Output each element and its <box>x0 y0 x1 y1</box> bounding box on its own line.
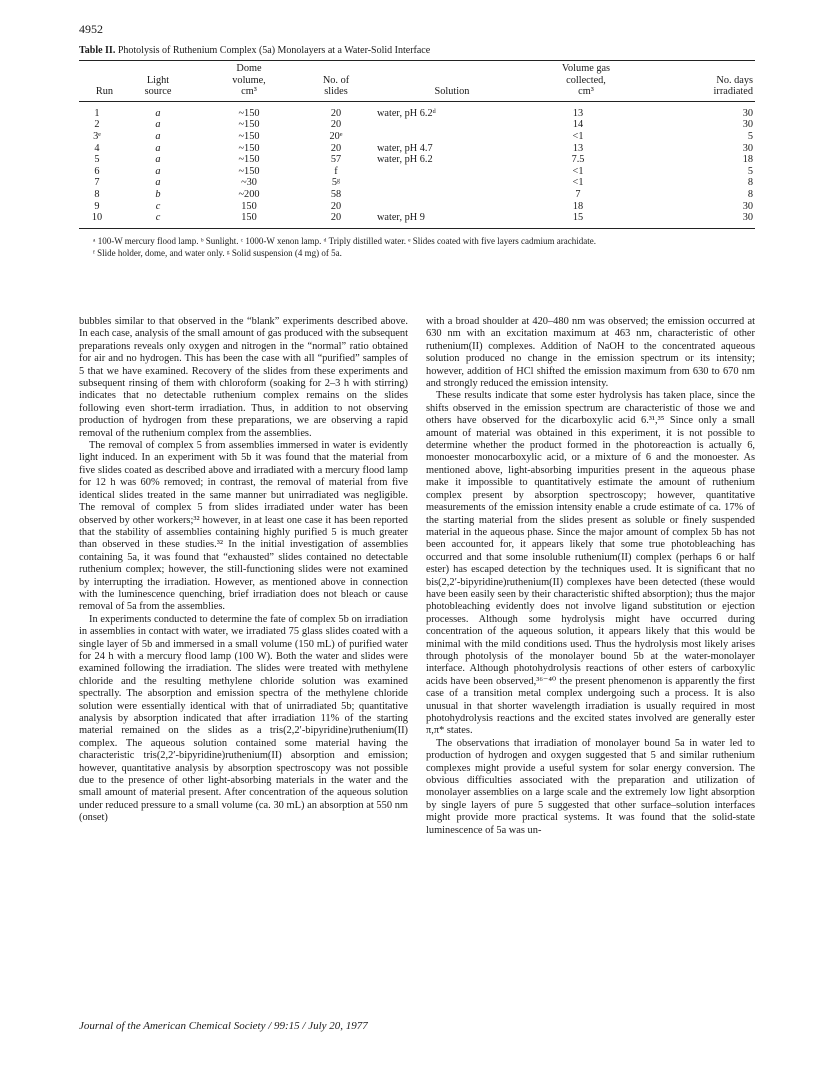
cell-light: c <box>155 200 161 212</box>
cell-run: 10 <box>79 212 115 228</box>
cell-dome: ~150 <box>238 165 260 177</box>
cell-days: 5 <box>747 165 753 177</box>
col-header-solution: Solution <box>375 63 529 101</box>
cell-dome: ~150 <box>238 107 260 119</box>
cell-gas: 13 <box>572 142 584 154</box>
cell-days: 18 <box>742 154 753 166</box>
body-columns <box>79 316 755 837</box>
page <box>79 22 755 1032</box>
table-row <box>79 212 755 228</box>
cell-days: 8 <box>747 188 753 200</box>
col-header-dome: Dome volume, cm³ <box>201 63 297 101</box>
table-row <box>79 166 755 178</box>
page-number: 4952 <box>79 22 103 36</box>
cell-light: a <box>155 107 161 119</box>
table-row <box>79 189 755 201</box>
cell-slides: f <box>334 165 338 177</box>
cell-run: 3ᵉ <box>93 130 101 142</box>
cell-run: 1 <box>94 107 100 119</box>
cell-gas: <1 <box>572 165 584 177</box>
cell-slides: 20ᵉ <box>329 130 343 142</box>
cell-light: b <box>155 188 161 200</box>
cell-gas: 15 <box>529 212 643 228</box>
cell-solution <box>375 189 529 201</box>
data-table <box>79 60 755 229</box>
cell-days: 30 <box>742 107 753 119</box>
cell-run: 7 <box>94 177 100 189</box>
paragraph: The observations that irradiation of monolayer bound 5a in water led to production of hydrogen and oxygen suggested that 5 and similar ruthenium complexes might provide a useful system for solar energy conversion. The obvious difficulties associated with the preparation and utilization of monolayer assemblies on a large scale and the extremely low light absorption by single layers of pure 5 suggested that other surface–solution interfaces might provide more practical systems. It was found that the solid-state luminescence of 5a was un- <box>426 737 755 836</box>
cell-run: 6 <box>94 165 100 177</box>
cell-dome: 150 <box>241 200 257 212</box>
cell-solution <box>375 119 529 131</box>
cell-solution: water, pH 9 <box>375 212 529 228</box>
cell-dome: ~150 <box>238 119 260 131</box>
table-footnotes <box>79 235 755 259</box>
cell-light: a <box>155 130 161 142</box>
cell-run: 4 <box>94 142 100 154</box>
cell-gas: 13 <box>572 107 584 119</box>
cell-gas: 14 <box>572 119 584 131</box>
cell-light: c <box>115 212 201 228</box>
col-header-days: No. days irradiated <box>643 63 755 101</box>
cell-slides: 58 <box>330 188 342 200</box>
paragraph: In experiments conducted to determine the fate of complex 5b on irradiation in assemblies in contact with water, we irradiated 75 glass slides coated with a single layer of 5b and immersed in a small volume (150 mL) of purified water for 24 h with a mercury flood lamp (100 W). Both the water and slides were examined following the irradiation. The slides were treated with methylene chloride and the resulting methylene chloride solution was examined spectrally. The absorption and emission spectra of the methylene chloride solution were essentially identical with that of unirradiated 5b; quantitative analysis by absorption indicated that after irradiation 11% of the starting material remained on the slides as a tris(2,2′-bipyridine)ruthenium(II) complex. The aqueous solution contained some material having the characteristic tris(2,2′-bipyridine)ruthenium(II) absorption and emission; however, quantitative analysis by absorption spectroscopy was not possible due to the presence of other light-absorbing materials in the water and the small amount of material present. After concentration of the aqueous solution under reduced pressure to a small volume (ca. 30 mL) an absorption at 550 nm (onset) <box>79 613 408 824</box>
cell-days: 8 <box>747 177 753 189</box>
cell-gas: <1 <box>572 130 584 142</box>
cell-solution: water, pH 4.7 <box>377 142 433 154</box>
table-row <box>79 131 755 143</box>
cell-days: 30 <box>742 142 753 154</box>
col-header-light: Light source <box>115 63 201 101</box>
cell-solution: water, pH 6.2ᵈ <box>377 107 436 119</box>
cell-days: 30 <box>643 212 755 228</box>
cell-dome: 150 <box>201 212 297 228</box>
left-column <box>79 316 408 837</box>
cell-slides: 20 <box>330 200 342 212</box>
paragraph: bubbles similar to that observed in the “blank” experiments described above. In each case, analysis of the small amount of gas produced with the subsequent preparations reveals only oxygen and nitrogen in the “normal” ratio obtained for air and no hydrogen. This has been the case with all “purified” samples of 5 that we have examined. Recovery of the slides from these experiments and subsequent rinsing of them with chloroform (soaking for 2–3 h with stirring) indicates that no detectable ruthenium complex remains on the slides following even short-term irradiation. Thus, in addition to not observing production of hydrogen from these preparations, we are observing a rapid removal of the ruthenium complex from the assemblies. <box>79 316 408 439</box>
cell-slides: 57 <box>330 154 342 166</box>
cell-gas: 18 <box>572 200 584 212</box>
cell-light: a <box>155 177 161 189</box>
cell-days: 30 <box>742 119 753 131</box>
cell-light: a <box>155 119 161 131</box>
cell-dome: ~30 <box>241 177 257 189</box>
table-row <box>79 177 755 189</box>
cell-slides: 20 <box>330 119 342 131</box>
cell-slides: 5ᵍ <box>331 177 341 189</box>
cell-dome: ~150 <box>238 142 260 154</box>
cell-run: 8 <box>94 188 100 200</box>
paragraph: These results indicate that some ester hydrolysis has taken place, since the shifts observed in the emission spectrum are characteristic of those we and others have observed for the dicarboxylic acid 6.³¹,³⁵ Since only a small amount of material was obtained in this experiment, it is not possible to determine whether the product formed in the photoreaction is actually 6, monoester monocarboxylic acid, or a mixture of 6 and the monoester. As mentioned above, light-absorbing impurities present in the aqueous phase make it impossible to quantitatively estimate the amount of ruthenium complex present by absorption spectroscopy; however, quantitative measurements of the emission intensity enable a crude estimate of ca. 17% of the starting material from the slides present as soluble or finely suspended material in the aqueous phase. Since the major amount of complex 5b has not been accounted for, it appears likely that some true photobleaching has occurred and that some insoluble ruthenium(II) complex (perhaps 6 or half ester) has escaped detection by the techniques used. It is significant that no bis(2,2′-bipyridine)ruthenium(II) complexes have been detected (these would have been easily seen by their characteristic shifted absorption); thus the major photobleaching evidently does not involve ligand substitution or ejection processes. Although some hydrolysis might have occurred during concentration of the aqueous solution, it appears likely that this would be minimal with the mild conditions used. Thus the hydrolysis most likely arises through photolysis of the monolayer bound 5b at the water-monolayer interface. Although photohydrolysis reactions of other esters of carboxylic acids have been observed,³⁶⁻⁴⁰ the present phenomenon is apparently the first case of a transition metal complex undergoing such a process. It is also unusual in that shorter wavelength irradiation is usually required in most photohydrolysis reactions and the excited states involved are generally ester π,π* states. <box>426 390 755 737</box>
table-row <box>79 154 755 166</box>
footnote-line: ᶠ Slide holder, dome, and water only. ᵍ Solid suspension (4 mg) of 5a. <box>93 247 342 258</box>
journal-footer: Journal of the American Chemical Society / 99:15 / July 20, 1977 <box>79 1020 368 1032</box>
cell-gas: 7.5 <box>571 154 585 166</box>
table-row <box>79 119 755 131</box>
cell-solution <box>375 131 529 143</box>
paragraph: The removal of complex 5 from assemblies immersed in water is evidently light induced. In an experiment with 5b it was found that the material from five slides coated as described above and irradiated with a mercury flood lamp for 12 h was 60% removed; in contrast, the removal of material from five identical slides treated in the same manner but unirradiated was negligible. The removal of complex 5 from slides irradiated under water has been observed by other workers;³² however, in at least one case it has been reported that the stability of assemblies containing highly purified 5 is much greater than observed in these studies.³² In the initial investigation of assemblies containing 5a, it was found that “exhausted” slides contained no detectable ruthenium complex; however, the still-functioning slides were not examined by interrupting the irradiation. However, as mentioned above in connection with the luminescence quenching, brief irradiation does not bleach or cause removal of 5a from the assemblies. <box>79 440 408 613</box>
cell-run: 2 <box>94 119 100 131</box>
cell-solution: water, pH 6.2 <box>377 154 433 166</box>
cell-light: a <box>155 165 161 177</box>
col-header-gas: Volume gas collected, cm³ <box>529 63 643 101</box>
cell-dome: ~150 <box>238 130 260 142</box>
table-caption-text: Photolysis of Ruthenium Complex (5a) Monolayers at a Water-Solid Interface <box>117 45 431 56</box>
cell-run: 5 <box>94 154 100 166</box>
cell-light: a <box>155 142 161 154</box>
footnote-line: ᵃ 100-W mercury flood lamp. ᵇ Sunlight. ᶜ 1000-W xenon lamp. ᵈ Triply distilled water. ᵉ Slides coated with five layers cadmium arachidate. <box>93 235 596 246</box>
col-header-slides: No. of slides <box>297 63 375 101</box>
cell-gas: <1 <box>572 177 584 189</box>
col-header-run: Run <box>79 63 115 101</box>
cell-run: 9 <box>94 200 100 212</box>
cell-days: 30 <box>742 200 753 212</box>
cell-slides: 20 <box>330 107 342 119</box>
cell-gas: 7 <box>575 188 581 200</box>
table-caption <box>79 45 755 56</box>
right-column <box>426 316 755 837</box>
table-body <box>79 101 755 228</box>
cell-light: a <box>155 154 161 166</box>
cell-slides: 20 <box>330 142 342 154</box>
cell-days: 5 <box>747 130 753 142</box>
cell-dome: ~150 <box>238 154 260 166</box>
table-row <box>79 101 755 119</box>
table-row <box>79 143 755 155</box>
paragraph: with a broad shoulder at 420–480 nm was observed; the emission occurred at 630 nm with an excitation maximum at 463 nm, characteristic of other ruthenium(II) complexes. Addition of NaOH to the concentrated aqueous solution produced no change in the emission spectrum or its intensity; however, addition of HCl shifted the emission maximum from 630 to 670 nm and strongly reduced the emission intensity. <box>426 316 755 390</box>
cell-slides: 20 <box>297 212 375 228</box>
cell-solution <box>375 201 529 213</box>
table-row <box>79 201 755 213</box>
table-caption-label: Table II. <box>79 45 116 56</box>
cell-dome: ~200 <box>238 188 260 200</box>
cell-solution <box>375 166 529 178</box>
cell-solution <box>375 177 529 189</box>
